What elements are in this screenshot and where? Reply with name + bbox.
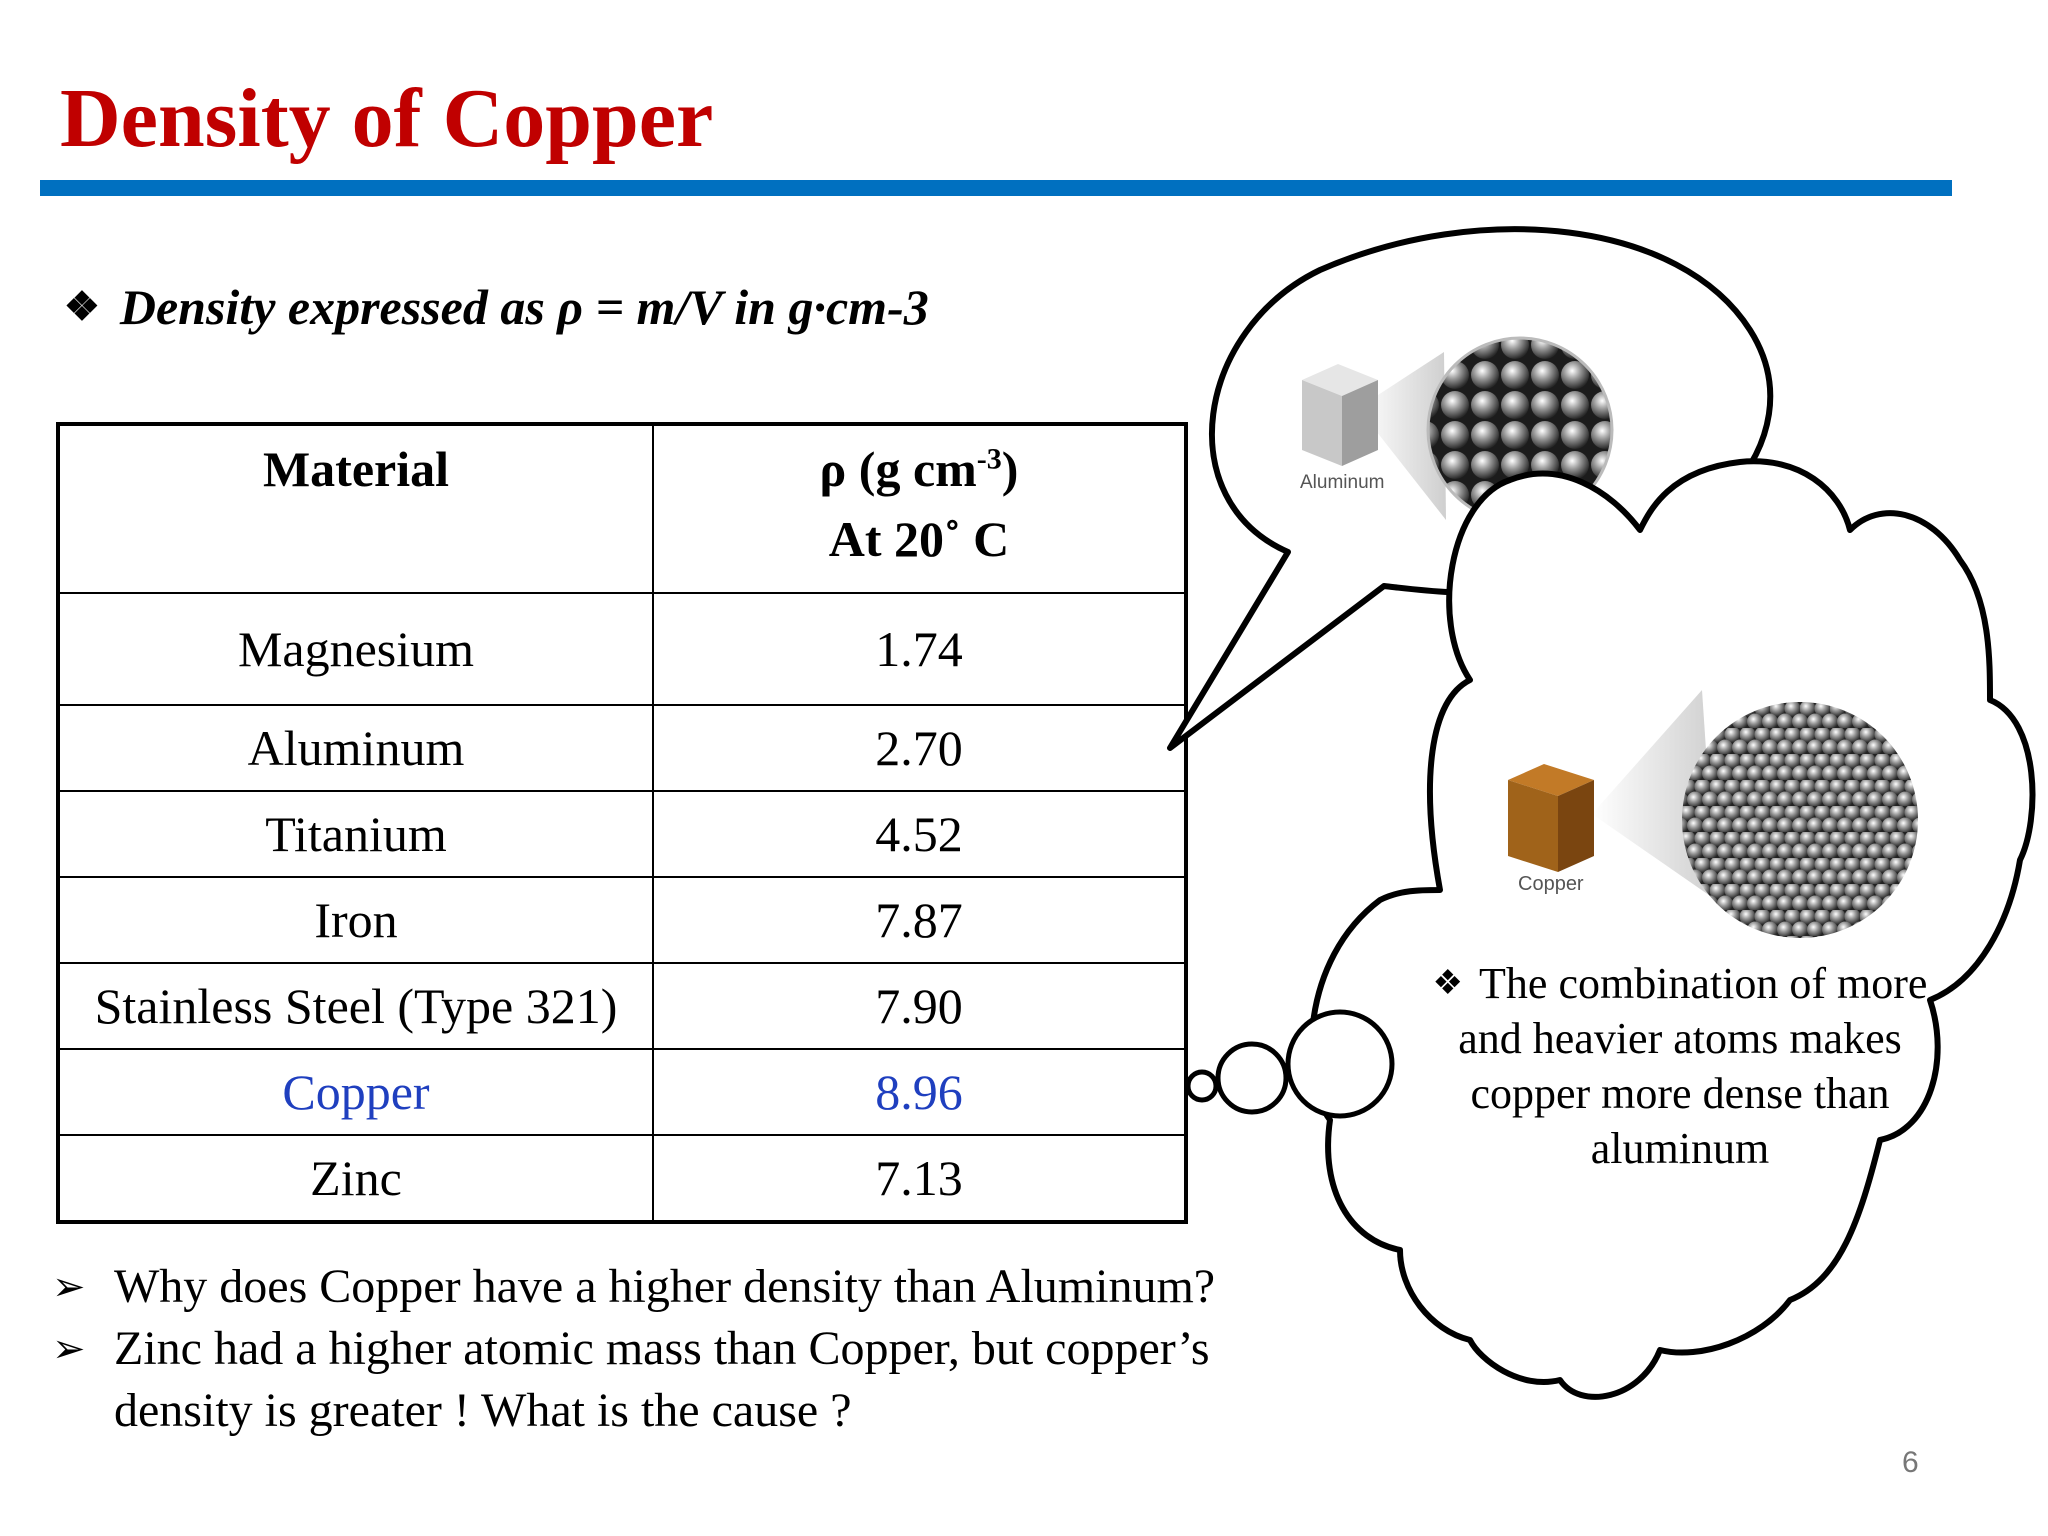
header-density-close: ) (1001, 441, 1019, 497)
header-material: Material (58, 424, 653, 593)
copper-atoms-circle (1682, 702, 1918, 938)
aluminum-label: Aluminum (1300, 472, 1385, 493)
diamond-bullet-icon: ❖ (64, 284, 100, 329)
question-item (52, 1256, 1215, 1318)
question-text: Why does Copper have a higher density than Aluminum? (114, 1260, 1216, 1313)
thought-trail-bubble-medium (1218, 1044, 1286, 1112)
question-item (52, 1318, 1215, 1442)
header-density-exponent: -3 (976, 442, 1002, 476)
cloud-explanation-text: The combination of more and heavier atoms makes copper more dense than aluminum (1458, 959, 1928, 1173)
question-list (52, 1256, 1215, 1442)
arrow-bullet-icon: ➢ (52, 1264, 86, 1309)
thought-trail-bubble-small (1188, 1072, 1216, 1100)
density-cell: 7.87 (653, 877, 1186, 963)
material-cell: Iron (58, 877, 653, 963)
material-cell: Aluminum (58, 705, 653, 791)
cloud-explanation (1420, 956, 1940, 1176)
thought-cloud (1312, 461, 2033, 1397)
density-cell: 4.52 (653, 791, 1186, 877)
material-cell: Magnesium (58, 593, 653, 705)
density-cell: 1.74 (653, 593, 1186, 705)
density-cell: 8.96 (653, 1049, 1186, 1135)
copper-label: Copper (1518, 873, 1584, 895)
thought-trail-bubble-large (1288, 1012, 1392, 1116)
main-bullet-text: Density expressed as ρ = m/V in g·cm-3 (119, 279, 929, 335)
slide-title: Density of Copper (60, 72, 714, 165)
header-density-unit: ρ (g cm (819, 441, 977, 497)
diamond-bullet-icon: ❖ (1432, 965, 1464, 1002)
question-text: Zinc had a higher atomic mass than Copper, but copper’s (114, 1322, 1210, 1375)
material-cell: Copper (58, 1049, 653, 1135)
arrow-bullet-icon: ➢ (52, 1326, 86, 1371)
question-text-continued: density is greater ! What is the cause ? (114, 1384, 852, 1437)
density-cell: 7.90 (653, 963, 1186, 1049)
aluminum-cube-icon (1302, 364, 1378, 466)
density-cell: 7.13 (653, 1135, 1186, 1222)
header-density-temperature: At 20˚ C (828, 511, 1010, 567)
page-number: 6 (1902, 1446, 1919, 1479)
material-cell: Zinc (58, 1135, 653, 1222)
copper-cube-icon (1508, 764, 1594, 872)
density-cell: 2.70 (653, 705, 1186, 791)
material-cell: Stainless Steel (Type 321) (58, 963, 653, 1049)
material-cell: Titanium (58, 791, 653, 877)
